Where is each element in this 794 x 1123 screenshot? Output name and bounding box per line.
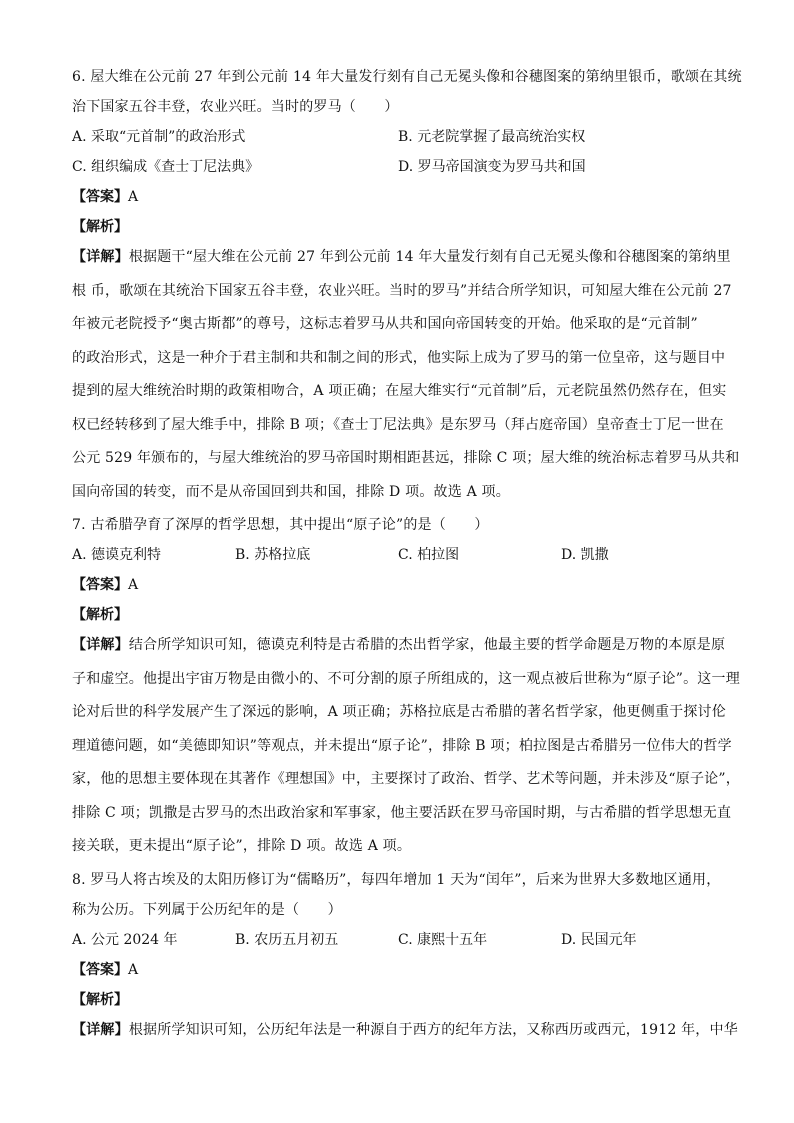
analysis-line [72, 987, 724, 1013]
answer-line [72, 184, 724, 210]
detail-line: 公元 529 年颁布的，与屋大维统治的罗马帝国时期相距甚远，排除 C 项；屋大维的统治标志着罗马从共和 [72, 450, 740, 466]
detail-line: 子和虚空。他提出宇宙万物是由微小的、不可分割的原子所组成的，这一观点被后世称为“原子论”。这一理 [72, 670, 740, 687]
detail-line: 论对后世的科学发展产生了深远的影响，A 项正确；苏格拉底是古希腊的著名哲学家，他更侧重于探讨伦 [72, 704, 726, 720]
detail-line: 根 币，歌颂在其统治下国家五谷丰登，农业兴旺。当时的罗马”并结合所学知识，可知屋大维在公元前 27 [72, 282, 732, 299]
detail-text: 结合所学知识可知，德谟克利特是古希腊的杰出哲学家，他最主要的哲学命题是万物的本原是原 [128, 637, 726, 653]
option-b: B. 农历五月初五 [235, 931, 339, 948]
question-7 [72, 512, 740, 859]
question-stem-line: 7. 古希腊孕育了深厚的哲学思想，其中提出“原子论”的是（ ） [72, 517, 489, 533]
answer-label: 【答案】 [72, 961, 128, 978]
answer-value: A [128, 961, 139, 978]
options-row [72, 124, 724, 150]
option-d: D. 罗马帝国演变为罗马共和国 [398, 159, 586, 175]
detail-line: 家，他的思想主要体现在其著作《理想国》中，主要探讨了政治、哲学、艺术等问题，并未涉及“原子论”， [72, 771, 740, 787]
analysis-line [72, 214, 724, 240]
option-c: C. 组织编成《查士丁尼法典》 [72, 159, 260, 175]
options-row [72, 542, 724, 568]
detail-label: 【详解】 [72, 637, 129, 653]
options-row [72, 154, 724, 180]
question-6 [72, 64, 742, 505]
answer-line [72, 572, 724, 598]
option-c: C. 柏拉图 [398, 547, 460, 563]
analysis-line [72, 602, 724, 628]
answer-line [72, 957, 724, 983]
analysis-label: 【解析】 [72, 991, 128, 1008]
question-stem-line: 6. 屋大维在公元前 27 年到公元前 14 年大量发行刻有自己无冕头像和谷穗图案的第纳里银币，歌颂在其统 [72, 69, 742, 85]
detail-line: 接关联，更未提出“原子论”，排除 D 项。故选 A 项。 [72, 838, 412, 854]
detail-line: 排除 C 项；凯撒是古罗马的杰出政治家和军事家，他主要活跃在罗马帝国时期，与古希腊的哲学思想无直 [72, 804, 732, 821]
answer-value: A [128, 189, 139, 205]
option-d: D. 凯撒 [561, 547, 609, 563]
detail-paragraph [72, 244, 740, 505]
answer-label: 【答案】 [72, 189, 128, 205]
option-b: B. 元老院掌握了最高统治实权 [398, 129, 586, 145]
option-b: B. 苏格拉底 [235, 547, 311, 563]
detail-paragraph [72, 632, 740, 859]
detail-line: 权已经转移到了屋大维手中，排除 B 项；《查士丁尼法典》是东罗马（拜占庭帝国）皇帝查士丁尼一世在 [72, 416, 724, 433]
analysis-label: 【解析】 [72, 219, 128, 235]
detail-label: 【详解】 [72, 1021, 129, 1038]
option-a: A. 公元 2024 年 [72, 931, 178, 948]
answer-value: A [128, 577, 139, 593]
option-a: A. 采取“元首制”的政治形式 [72, 129, 246, 145]
document-page [72, 64, 742, 1050]
question-stem-line: 称为公历。下列属于公历纪年的是（ ） [72, 901, 342, 918]
detail-paragraph [72, 1017, 738, 1043]
answer-label: 【答案】 [72, 577, 128, 593]
option-c: C. 康熙十五年 [398, 931, 488, 948]
detail-line [72, 244, 731, 270]
options-row [72, 927, 724, 953]
option-d: D. 民国元年 [561, 931, 637, 948]
question-stem-line: 治下国家五谷丰登，农业兴旺。当时的罗马（ ） [72, 99, 399, 115]
detail-line [72, 1017, 738, 1043]
detail-label: 【详解】 [72, 249, 129, 265]
option-a: A. 德谟克利特 [72, 547, 162, 563]
detail-text: 根据题干“屋大维在公元前 27 年到公元前 14 年大量发行刻有自己无冕头像和谷穗图案的第纳里 [128, 249, 731, 265]
detail-line [72, 632, 724, 658]
detail-line: 理道德问题，如“美德即知识”等观点，并未提出“原子论”，排除 B 项；柏拉图是古希腊另一位伟大的哲学 [72, 737, 732, 754]
detail-text: 根据所学知识可知，公历纪年法是一种源自于西方的纪年方法，又称西历或西元，1912 年，中华 [128, 1021, 738, 1038]
detail-line: 国向帝国的转变，而不是从帝国回到共和国，排除 D 项。故选 A 项。 [72, 483, 510, 500]
detail-line: 的政治形式，这是一种介于君主制和共和制之间的形式，他实际上成为了罗马的第一位皇帝，这与题目中 [72, 349, 726, 366]
detail-line: 提到的屋大维统治时期的政策相吻合，A 项正确；在屋大维实行“元首制”后，元老院虽然仍然存在，但实 [72, 383, 727, 399]
detail-line: 年被元老院授予“奥古斯都”的尊号，这标志着罗马从共和国向帝国转变的开始。他采取的是“元首制” [72, 316, 698, 332]
question-8 [72, 867, 738, 1043]
analysis-label: 【解析】 [72, 607, 128, 623]
question-stem-line: 8. 罗马人将古埃及的太阳历修订为“儒略历”，每四年增加 1 天为“闰年”，后来为世界大多数地区通用， [72, 871, 721, 888]
